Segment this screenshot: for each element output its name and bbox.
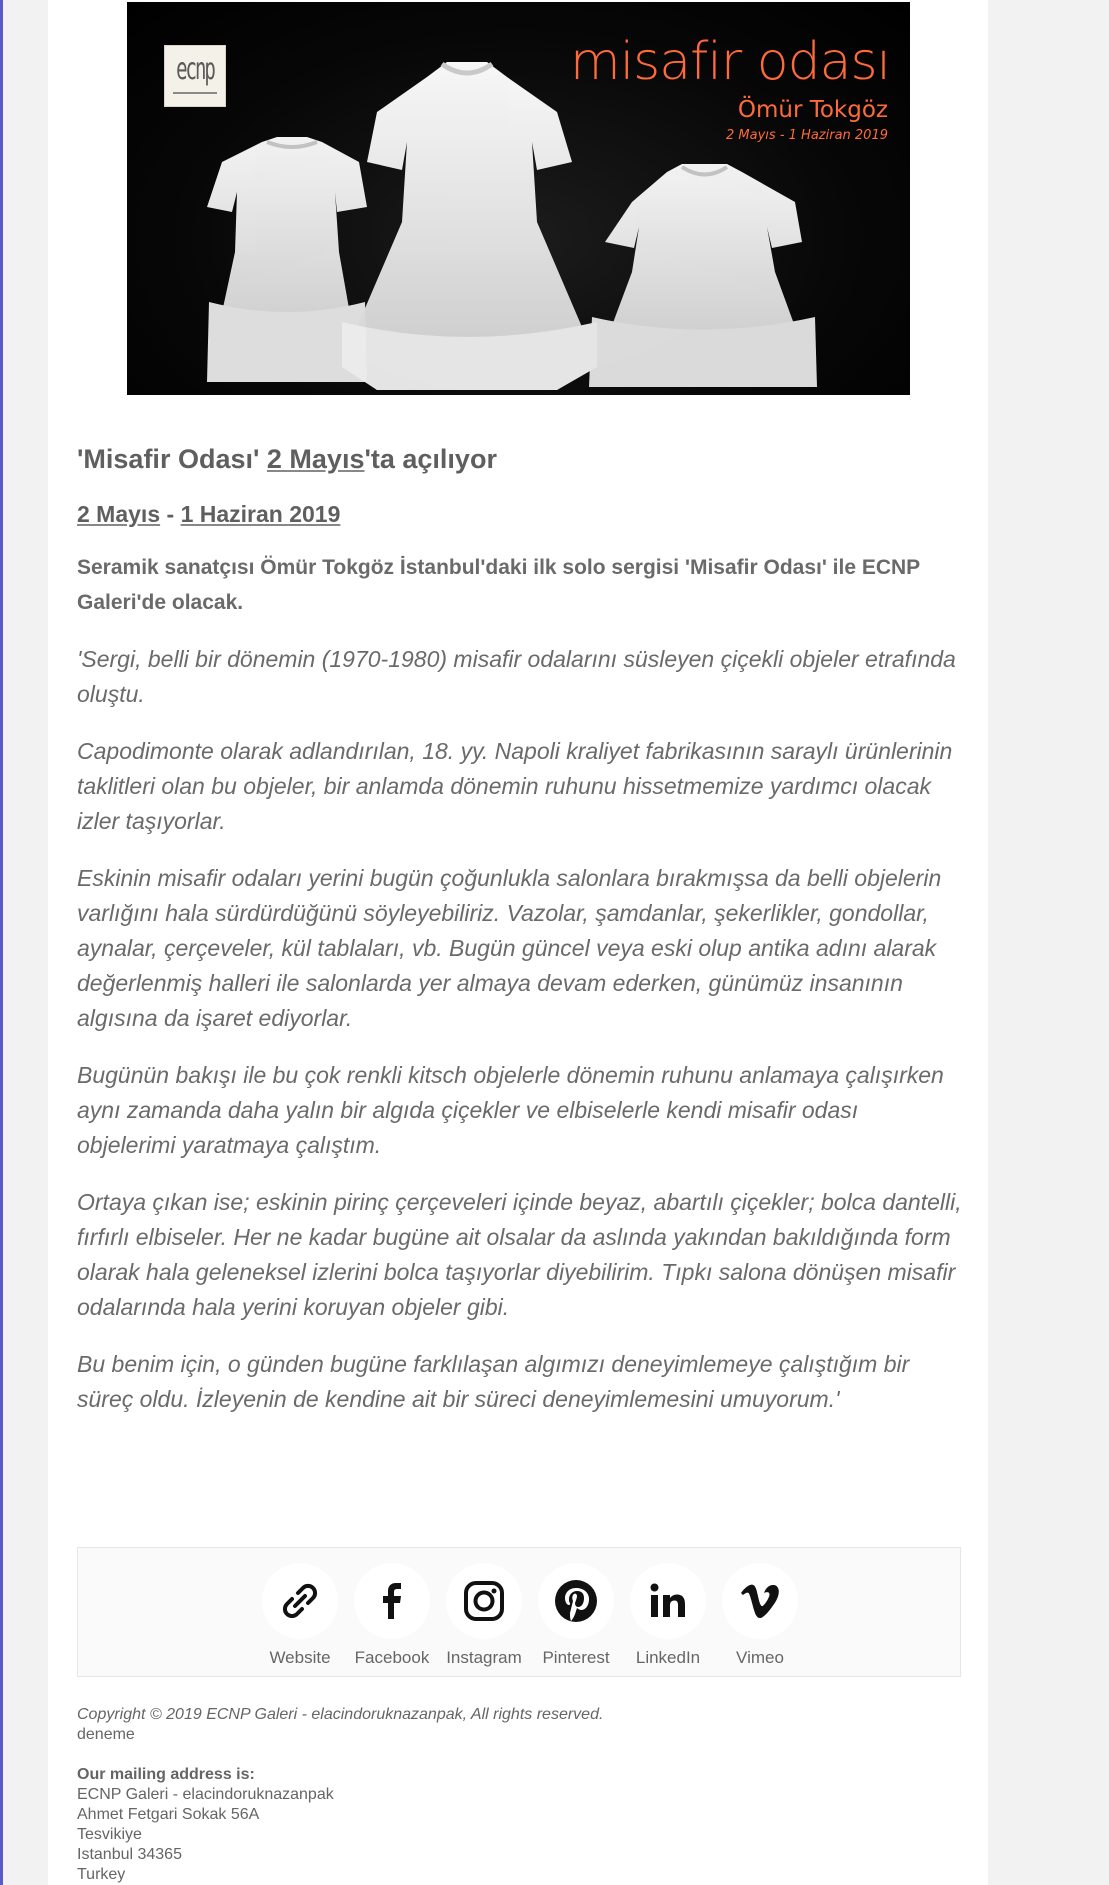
vimeo-icon[interactable] bbox=[722, 1563, 798, 1639]
social-links-bar bbox=[77, 1547, 961, 1677]
date-separator: - bbox=[160, 501, 181, 527]
article-body bbox=[77, 440, 962, 1417]
address-line: Turkey bbox=[77, 1866, 126, 1883]
exhibition-dates bbox=[77, 497, 962, 531]
banner-artist: Ömür Tokgöz bbox=[737, 97, 888, 123]
address-line: Istanbul 34365 bbox=[77, 1846, 182, 1863]
end-date-link[interactable]: 1 Haziran 2019 bbox=[180, 501, 341, 527]
social-instagram[interactable] bbox=[438, 1563, 530, 1668]
paragraph: Bu benim için, o günden bugüne farklılaşan algımızı deneyimlemeye çalıştığım bir süreç oldu. İzleyenin de kendine ait bir süreci deneyimlemesini umuyorum.' bbox=[77, 1351, 910, 1412]
link-icon[interactable] bbox=[262, 1563, 338, 1639]
social-label[interactable]: Pinterest bbox=[542, 1648, 610, 1667]
social-facebook[interactable] bbox=[346, 1563, 438, 1668]
left-border bbox=[0, 0, 3, 1885]
social-label[interactable]: LinkedIn bbox=[635, 1648, 701, 1667]
social-linkedin[interactable] bbox=[622, 1563, 714, 1668]
social-label[interactable]: Instagram bbox=[446, 1648, 522, 1667]
address-line: Tesvikiye bbox=[77, 1826, 142, 1843]
address-line: ECNP Galeri - elacindoruknazanpak bbox=[77, 1786, 334, 1803]
email-footer bbox=[77, 1705, 957, 1885]
start-date-link[interactable]: 2 Mayıs bbox=[77, 501, 161, 527]
social-pinterest[interactable] bbox=[530, 1563, 622, 1668]
copyright-text: Copyright © 2019 ECNP Galeri - elacindoruknazanpak, All rights reserved. bbox=[77, 1706, 604, 1723]
facebook-icon[interactable] bbox=[354, 1563, 430, 1639]
ecnp-logo bbox=[164, 45, 226, 107]
paragraph: Bugünün bakışı ile bu çok renkli kitsch objelerle dönemin ruhunu anlamaya çalışırken aynı zamanda daha yalın bir algıda çiçekler ve elbiselerle kendi misafir odası objelerimi yaratmaya çalıştım. bbox=[77, 1062, 944, 1158]
address-line: Ahmet Fetgari Sokak 56A bbox=[77, 1806, 260, 1823]
paragraph: 'Sergi, belli bir dönemin (1970-1980) misafir odalarını süsleyen çiçekli objeler etrafında oluştu. bbox=[77, 646, 956, 707]
social-label[interactable]: Vimeo bbox=[736, 1648, 784, 1667]
title-date-link[interactable]: 2 Mayıs bbox=[266, 444, 365, 474]
banner-dates: 2 Mayıs - 1 Haziran 2019 bbox=[726, 128, 888, 143]
paragraph: Eskinin misafir odaları yerini bugün çoğunlukla salonlara bırakmışsa da belli objelerin varlığını hala sürdürdüğünü söyleyebiliriz. Vazolar, şamdanlar, şekerlikler, gondollar, aynalar, çerçeveler, kül tablaları, vb. Bugün güncel veya eski olup antika adını alarak değerlenmiş halleri ile salonlarda yer almaya devam ederken, günümüz insanının algısına da işaret ediyorlar. bbox=[77, 865, 942, 1031]
title-text: 'Misafir Odası' bbox=[77, 444, 267, 474]
linkedin-icon[interactable] bbox=[630, 1563, 706, 1639]
paragraph: Ortaya çıkan ise; eskinin pirinç çerçeveleri içinde beyaz, abartılı çiçekler; bolca dantelli, fırfırlı elbiseler. Her ne kadar bugüne ait olsalar da aslında yakından bakıldığında form olarak hala geleneksel izlerini bolca taşıyorlar diyebilirim. Tıpkı salona dönüşen misafir odalarında hala yerini koruyan objeler gibi. bbox=[77, 1189, 962, 1320]
lead-paragraph: Seramik sanatçısı Ömür Tokgöz İstanbul'daki ilk solo sergisi 'Misafir Odası' ile ECNP Galeri'de olacak. bbox=[77, 556, 920, 614]
social-website[interactable] bbox=[254, 1563, 346, 1668]
middle-dress bbox=[342, 62, 597, 390]
title-suffix: 'ta açılıyor bbox=[364, 444, 497, 474]
logo-wordmark: ecnp bbox=[176, 52, 214, 88]
banner-title: misafir odası bbox=[570, 32, 890, 92]
social-label[interactable]: Facebook bbox=[354, 1648, 430, 1667]
email-card bbox=[48, 0, 988, 1885]
right-dress bbox=[589, 164, 817, 387]
social-vimeo[interactable] bbox=[714, 1563, 806, 1668]
article-title bbox=[77, 440, 962, 478]
mailing-address-heading: Our mailing address is: bbox=[77, 1766, 255, 1783]
social-label[interactable]: Website bbox=[269, 1648, 331, 1667]
paragraph: Capodimonte olarak adlandırılan, 18. yy. Napoli kraliyet fabrikasının saraylı ürünlerinin taklitleri olan bu objeler, bir anlamda dönemin ruhunu hissetmemize yardımcı olacak izler taşıyorlar. bbox=[77, 738, 953, 834]
instagram-icon[interactable] bbox=[446, 1563, 522, 1639]
exhibition-banner bbox=[127, 2, 910, 395]
footer-note: deneme bbox=[77, 1726, 135, 1743]
pinterest-icon[interactable] bbox=[538, 1563, 614, 1639]
